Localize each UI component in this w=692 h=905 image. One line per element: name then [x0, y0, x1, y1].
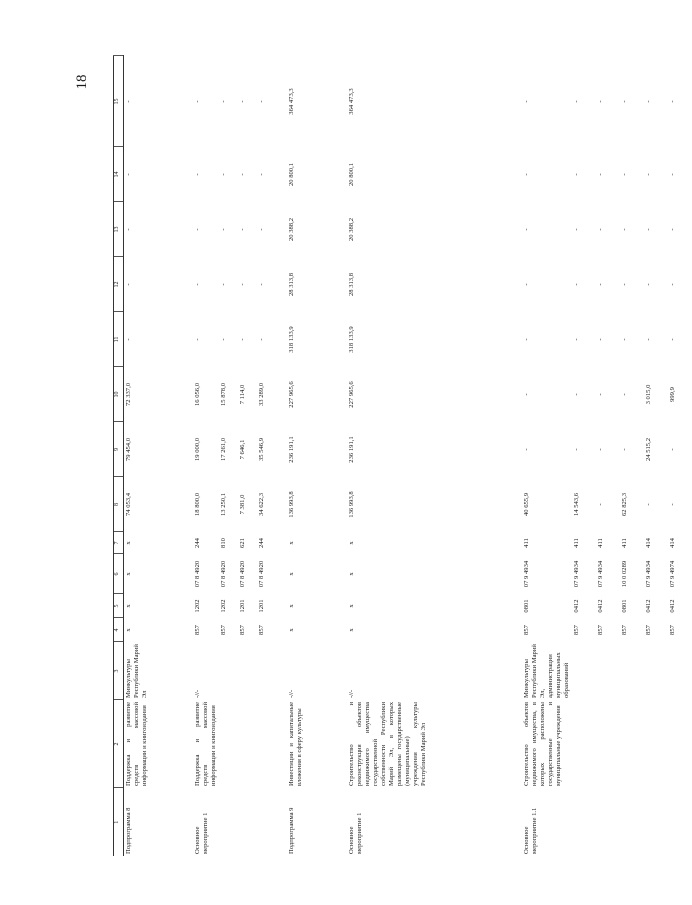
table-row — [596, 56, 620, 856]
cell-col-13: 20 388,2 — [287, 217, 295, 242]
cell-col-5: 0412 — [572, 599, 580, 613]
cell-col-9: - — [572, 448, 580, 451]
cell-col-8: 13 250,1 — [219, 492, 227, 517]
cell-col-3 — [257, 642, 284, 700]
column-header: 5 — [114, 594, 124, 618]
cell-col-4: 857 — [620, 625, 628, 635]
cell-col-3 — [596, 642, 620, 700]
cell-col-8: 14 543,6 — [572, 492, 580, 517]
cell-col-12: - — [193, 283, 201, 286]
cell-col-6: 07 8 4920 — [193, 560, 201, 588]
cell-col-10: 7 114,0 — [238, 384, 246, 405]
cell-col-10: 33 289,0 — [257, 382, 265, 407]
cell-col-14: - — [125, 173, 132, 176]
cell-col-8: 7 381,0 — [238, 494, 246, 515]
budget-table — [113, 56, 692, 857]
cell-col-12: - — [572, 283, 580, 286]
cell-col-15: - — [238, 100, 246, 103]
cell-col-7: 244 — [193, 538, 201, 548]
cell-col-12: - — [522, 283, 530, 286]
table-row — [238, 56, 257, 856]
cell-col-5: 0412 — [644, 599, 652, 613]
cell-col-11: - — [238, 338, 246, 341]
cell-col-7: 414 — [644, 538, 652, 548]
cell-col-5: 1201 — [257, 599, 265, 613]
cell-col-10: - — [572, 393, 580, 396]
cell-col-13: - — [572, 228, 580, 231]
cell-col-13: - — [125, 228, 132, 231]
cell-col-13: - — [668, 228, 676, 231]
cell-col-2 — [644, 700, 668, 788]
cell-col-8: 62 825,3 — [620, 492, 628, 517]
column-header: 4 — [114, 618, 124, 642]
cell-col-8: 18 800,0 — [193, 492, 201, 517]
cell-col-2 — [620, 700, 644, 788]
cell-col-14: - — [193, 173, 201, 176]
cell-col-12: - — [596, 283, 604, 286]
cell-col-5: 1202 — [219, 599, 227, 613]
cell-col-6: 07 8 4920 — [257, 560, 265, 588]
cell-col-5: х — [287, 604, 295, 608]
cell-col-1: Основное мероприятие 1 — [347, 812, 363, 854]
table-row — [572, 56, 596, 856]
cell-col-1 — [219, 788, 238, 856]
cell-col-7: 411 — [522, 538, 530, 548]
cell-col-6: 07 8 4920 — [219, 560, 227, 588]
cell-col-12: - — [620, 283, 628, 286]
cell-col-1 — [620, 788, 644, 856]
cell-col-9: - — [522, 448, 530, 451]
cell-col-3: -//- — [287, 689, 295, 698]
column-header: 11 — [114, 312, 124, 367]
cell-col-4: 857 — [257, 625, 265, 635]
column-header: 12 — [114, 257, 124, 312]
cell-col-5: 0412 — [596, 599, 604, 613]
cell-col-4: 857 — [644, 625, 652, 635]
cell-col-1 — [257, 788, 284, 856]
table-row — [668, 56, 692, 856]
cell-col-7: х — [347, 541, 355, 545]
cell-col-12: 28 313,8 — [347, 272, 355, 297]
cell-col-2: Строительство и реконструкция объектов недвижимого имущества государственной собственности Республики Марий Эл, в которых размещены государственные (муниципальные) учреждения культуры Республики Марий Эл — [347, 702, 427, 786]
cell-col-13: - — [193, 228, 201, 231]
cell-col-10: - — [596, 393, 604, 396]
cell-col-9: - — [620, 448, 628, 451]
cell-col-6: 10 0 0289 — [620, 560, 628, 588]
table-row — [287, 56, 344, 856]
cell-col-13: - — [644, 228, 652, 231]
cell-col-3: Минкультуры Республики Марий Эл — [125, 644, 149, 698]
cell-col-8: - — [596, 503, 604, 506]
cell-col-3 — [620, 642, 644, 700]
table-row — [124, 56, 190, 856]
cell-col-4: х — [287, 628, 295, 632]
cell-col-14: - — [596, 173, 604, 176]
cell-col-14: - — [257, 173, 265, 176]
column-header: 7 — [114, 532, 124, 554]
column-header: 15 — [114, 56, 124, 147]
cell-col-13: - — [238, 228, 246, 231]
cell-col-8: 34 622,3 — [257, 492, 265, 517]
cell-col-8: 136 993,8 — [347, 491, 355, 518]
cell-col-11: - — [257, 338, 265, 341]
table-row — [219, 56, 238, 856]
column-header: 6 — [114, 554, 124, 594]
cell-col-7: х — [125, 541, 132, 545]
cell-col-9: 19 000,0 — [193, 437, 201, 462]
cell-col-11: - — [668, 338, 676, 341]
cell-col-4: 857 — [572, 625, 580, 635]
cell-col-6: х — [125, 572, 132, 576]
cell-col-3: -//- — [347, 689, 355, 698]
budget-table-sheet — [113, 56, 676, 856]
cell-col-9: 236 191,1 — [287, 436, 295, 463]
cell-col-3 — [238, 642, 257, 700]
cell-col-13: - — [596, 228, 604, 231]
table-row — [257, 56, 284, 856]
cell-col-4: 857 — [668, 625, 676, 635]
cell-col-13: - — [257, 228, 265, 231]
table-row — [644, 56, 668, 856]
table-row — [193, 56, 219, 856]
cell-col-10: 227 965,6 — [347, 381, 355, 408]
column-header: 8 — [114, 477, 124, 532]
cell-col-11: 318 133,9 — [287, 326, 295, 353]
cell-col-1 — [668, 788, 692, 856]
cell-col-9: 236 191,1 — [347, 436, 355, 463]
cell-col-10: 15 878,0 — [219, 382, 227, 407]
cell-col-10: 999,9 — [668, 387, 676, 402]
cell-col-4: 857 — [238, 625, 246, 635]
cell-col-10: 227 965,6 — [287, 381, 295, 408]
cell-col-2 — [596, 700, 620, 788]
cell-col-9: 35 546,9 — [257, 437, 265, 462]
cell-col-8: 136 993,8 — [287, 491, 295, 518]
cell-col-3 — [644, 642, 668, 700]
cell-col-14: - — [668, 173, 676, 176]
cell-col-15: - — [644, 100, 652, 103]
cell-col-7: 621 — [238, 538, 246, 548]
cell-col-2 — [257, 700, 284, 788]
cell-col-7: 411 — [620, 538, 628, 548]
cell-col-4: 857 — [596, 625, 604, 635]
cell-col-13: - — [620, 228, 628, 231]
cell-col-13: 20 388,2 — [347, 217, 355, 242]
cell-col-12: - — [644, 283, 652, 286]
cell-col-5: 1201 — [238, 599, 246, 613]
cell-col-6: 07 8 4920 — [238, 560, 246, 588]
cell-col-14: - — [644, 173, 652, 176]
cell-col-12: - — [238, 283, 246, 286]
cell-col-7: 244 — [257, 538, 265, 548]
column-header: 9 — [114, 422, 124, 477]
cell-col-12: - — [668, 283, 676, 286]
cell-col-4: 857 — [219, 625, 227, 635]
cell-col-8: 74 053,4 — [125, 492, 132, 517]
cell-col-6: х — [287, 572, 295, 576]
cell-col-9: 79 454,0 — [125, 437, 132, 462]
cell-col-5: 0412 — [668, 599, 676, 613]
cell-col-3: -//- — [193, 689, 201, 698]
cell-col-4: х — [125, 628, 132, 632]
cell-col-7: 411 — [596, 538, 604, 548]
table-row — [522, 56, 572, 856]
cell-col-3 — [668, 642, 692, 700]
cell-col-15: 364 473,3 — [347, 88, 355, 115]
cell-col-6: 07 9 4934 — [596, 560, 604, 588]
cell-col-14: - — [238, 173, 246, 176]
cell-col-4: 857 — [193, 625, 201, 635]
cell-col-2: Поддержка и развитие средств массовой информации и книгоиздания — [193, 702, 217, 786]
cell-col-15: - — [522, 100, 530, 103]
cell-col-14: - — [219, 173, 227, 176]
cell-col-12: - — [257, 283, 265, 286]
cell-col-11: - — [620, 338, 628, 341]
cell-col-9: - — [668, 448, 676, 451]
cell-col-14: - — [620, 173, 628, 176]
table-row — [620, 56, 644, 856]
column-header: 1 — [114, 788, 124, 856]
cell-col-10: - — [522, 393, 530, 396]
cell-col-11: - — [522, 338, 530, 341]
cell-col-6: 07 9 4934 — [572, 560, 580, 588]
cell-col-15: 364 473,3 — [287, 88, 295, 115]
cell-col-11: - — [219, 338, 227, 341]
cell-col-1 — [238, 788, 257, 856]
cell-col-5: х — [125, 604, 132, 608]
cell-col-1: Основное мероприятие 1 — [193, 812, 209, 854]
cell-col-9: 7 646,1 — [238, 439, 246, 460]
cell-col-1 — [572, 788, 596, 856]
cell-col-15: - — [620, 100, 628, 103]
cell-col-6: 07 9 4934 — [522, 560, 530, 588]
cell-col-14: - — [522, 173, 530, 176]
cell-col-12: - — [125, 283, 132, 286]
cell-col-9: 17 261,0 — [219, 437, 227, 462]
cell-col-14: 20 800,1 — [347, 162, 355, 187]
cell-col-11: - — [596, 338, 604, 341]
cell-col-4: 857 — [522, 625, 530, 635]
cell-col-14: 20 800,1 — [287, 162, 295, 187]
cell-col-5: 0801 — [620, 599, 628, 613]
column-header: 13 — [114, 202, 124, 257]
cell-col-14: - — [572, 173, 580, 176]
cell-col-5: х — [347, 604, 355, 608]
column-header: 14 — [114, 147, 124, 202]
cell-col-2: Инвестиции и капитальные вложения в сферу культуры — [287, 702, 303, 786]
cell-col-10: - — [620, 393, 628, 396]
cell-col-8: - — [644, 503, 652, 506]
cell-col-3 — [219, 642, 238, 700]
cell-col-15: - — [668, 100, 676, 103]
cell-col-7: 414 — [668, 538, 676, 548]
cell-col-15: - — [257, 100, 265, 103]
cell-col-7: х — [287, 541, 295, 545]
cell-col-6: 07 9 4934 — [644, 560, 652, 588]
cell-col-7: 411 — [572, 538, 580, 548]
cell-col-3 — [572, 642, 596, 700]
cell-col-13: - — [219, 228, 227, 231]
cell-col-5: 1202 — [193, 599, 201, 613]
cell-col-15: - — [596, 100, 604, 103]
cell-col-10: 16 056,0 — [193, 382, 201, 407]
cell-col-8: 40 655,9 — [522, 492, 530, 517]
page-number: 18 — [74, 74, 90, 90]
cell-col-2: Строительство объектов недвижимого имущества, в которых расположены государственные и муниципальные учреждения — [522, 702, 562, 786]
cell-col-2: Поддержка и развитие средств массовой информации и книгоиздания — [125, 702, 149, 786]
cell-col-12: - — [219, 283, 227, 286]
cell-col-8: - — [668, 503, 676, 506]
cell-col-11: - — [193, 338, 201, 341]
table-header-row — [114, 56, 124, 856]
cell-col-1: Подпрограмма 9 — [287, 807, 295, 854]
cell-col-3: Минкультуры Республики Марий Эл, администрации муниципальных образований — [522, 644, 570, 698]
cell-col-1 — [596, 788, 620, 856]
column-header: 10 — [114, 367, 124, 422]
cell-col-10: 3 015,0 — [644, 384, 652, 405]
cell-col-2 — [572, 700, 596, 788]
cell-col-7: 810 — [219, 538, 227, 548]
cell-col-15: - — [125, 100, 132, 103]
cell-col-11: - — [644, 338, 652, 341]
cell-col-15: - — [219, 100, 227, 103]
cell-col-13: - — [522, 228, 530, 231]
cell-col-15: - — [572, 100, 580, 103]
cell-col-2 — [668, 700, 692, 788]
cell-col-1 — [644, 788, 668, 856]
cell-col-2 — [219, 700, 238, 788]
cell-col-5: 0801 — [522, 599, 530, 613]
cell-col-2 — [238, 700, 257, 788]
cell-col-15: - — [193, 100, 201, 103]
cell-col-9: - — [596, 448, 604, 451]
cell-col-1: Подпрограмма 8 — [125, 807, 132, 854]
cell-col-11: - — [125, 338, 132, 341]
cell-col-6: 07 9 4974 — [668, 560, 676, 588]
cell-col-1: Основное мероприятие 1.1 — [522, 807, 538, 854]
cell-col-4: х — [347, 628, 355, 632]
cell-col-6: х — [347, 572, 355, 576]
cell-col-9: 24 515,2 — [644, 437, 652, 462]
cell-col-10: 72 337,0 — [125, 382, 132, 407]
cell-col-11: 318 133,9 — [347, 326, 355, 353]
cell-col-11: - — [572, 338, 580, 341]
column-header: 3 — [114, 642, 124, 700]
cell-col-12: 28 313,8 — [287, 272, 295, 297]
table-row — [347, 56, 519, 856]
column-header: 2 — [114, 700, 124, 788]
